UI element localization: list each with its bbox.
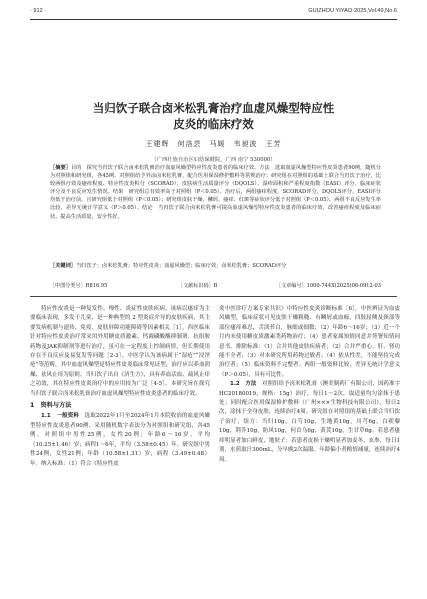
title-line-2: 皮炎的临床疗效 bbox=[173, 117, 254, 131]
affiliation: （广西壮族自治区妇幼保健院，广西 南宁 530000） bbox=[151, 157, 276, 163]
paragraph bbox=[219, 380, 400, 465]
section-heading: 1 资料与方法 bbox=[30, 402, 72, 410]
abstract bbox=[50, 164, 381, 221]
keywords bbox=[50, 263, 381, 270]
journal-citation: GUIZHOU YIYAO·2025,Vol.49,No.6 bbox=[308, 8, 397, 14]
clc-number: ［中图分类号］R816.95 bbox=[50, 283, 108, 289]
intro-paragraph: 特应性皮炎是一种复发性、慢性、炎症性皮肤疾病，该病以瘙痒为主要临床表现，多发于儿童，是一种典型的 2 型炎症介导的皮肤疾病，其主要发病机制与遗传、免疫、皮肤屏障功能障碍等因素相关［1］。西医临床针对特应性皮炎治疗常采用外用糖皮质激素、钙调磷酸酶抑制剂、抗组胺药物及JAK抑制剂等进行治疗，虽可在一定程度上控制病情，但长期使用存在不良反应及易复发等问题［2-3］。中医学认为该病属于“湿疮”“浸淫疮”等范畴，其中血虚风燥型是特应性皮炎临床常见证型，治疗应以养血润燥、祛风止痒为原则。当归饮子出自《济生方》，具有养血活血、疏风止痒之功效，其在特应性皮炎治疗中的应用较为广泛［4-5］。本研究旨在探究当归饮子联合卤米松乳膏治疗血虚风燥型特应性皮炎患者的临床疗效。 bbox=[30, 306, 210, 397]
body-column-left bbox=[30, 305, 210, 469]
paragraph: 炎中医诊疗方案专家共识》中特应性皮炎诊断标准［6］，中医辨证为血虚风燥型，临床症状可见皮肤干燥粗糙、有鳞屑或血痂，四肢屈侧及颈部等部位瘙痒难忍，舌淡苔白，脉细或细数；（2）年龄6～16岁；（3）近一个月内未使用糖皮质激素类药物治疗；（4）患者家属知情同意并签署知情同意书。排除标准：（1）合并其他皮肤疾病者；（2）合并严重心、肝、肾功能不全者；（3）对本研究所用药物过敏者；（4）依从性差，不能坚持完成治疗者；（5）临床资料不完整者。两组一般资料比较，差异无统计学意义（P＞0.05），具有可比性。 bbox=[219, 306, 400, 378]
header-rule bbox=[30, 19, 397, 20]
body-column-right bbox=[219, 305, 400, 465]
keywords-label: ［关键词］ bbox=[50, 263, 76, 269]
paragraph bbox=[30, 412, 210, 468]
subsection-heading: 1.2 方法 bbox=[230, 381, 257, 388]
paragraph-text: 选取2022年1月至2024年1月本院收治的血虚风燥型特应性皮炎患者90例，采用随机数字表法分为对照组和研究组，各45例。对照组中男性25例，女性20例；年龄6～16岁，平均（10.25±1.46）岁；病程1～6年，平均（3.58±0.45）年。研究组中男性24例，女性21例；年龄（10.58±1.31）岁，病程（3.49±0.48）年。纳入标准：（1）符合《特应性皮 bbox=[30, 413, 210, 467]
article-title bbox=[30, 100, 397, 132]
author-list: 王建辉 何洛芸 马媛 韦昶波 王芳 bbox=[145, 140, 282, 148]
abstract-label: ［摘要］ bbox=[50, 165, 71, 171]
page-number: · 912 · bbox=[30, 8, 47, 14]
document-code: ［文献标识码］B bbox=[178, 283, 218, 289]
title-line-1: 当归饮子联合卤米松乳膏治疗血虚风燥型特应性 bbox=[92, 101, 335, 115]
article-number: ［文章编号］1000-744X(2025)06-0912-03 bbox=[276, 283, 381, 289]
subsection-heading: 1.1 一般资料 bbox=[41, 413, 79, 420]
section-rule bbox=[30, 296, 397, 297]
abstract-text: 目的 探究当归饮子联合卤米松乳膏治疗血虚风燥型特应性皮炎患者的临床疗效。方法 选取血虚风燥型特应性皮炎患者90例，随机分为对照组和研究组，各45例。对照组给予外涂卤米松乳膏，配合医用保湿修护敷料等常规治疗；研究组在对照组的基础上联合当归饮子治疗，比较两组疗效及瘙痒程度、特应性皮炎积分（SCORAD）、皮肤病生活质量评分（DQOLS）、湿疹面积和严重程度指数（EASI）评分、临床症状评分及不良反应发生情况。结果 研究组总有效率高于对照组（P＜0.05）。治疗后，两组瘙痒程度、SCORAD评分、DQOLS评分、EASI评分均低于治疗前，且研究组低于对照组（P＜0.05）；研究组皮肤干燥、鳞屑、瘙痒、红斑等症状评分低于对照组（P＜0.05）。两组不良反应发生率比较，差异无统计学意义（P＞0.05）。结论 当归饮子联合卤米松乳膏可提高血虚风燥型特应性皮炎患者的临床疗效，改善瘙痒程度及临床症状，提高生活质量，安全性好。 bbox=[50, 165, 381, 220]
paragraph-text: 对照组给予卤米松乳膏（澳美制药厂有限公司，国药准字HC20180019，规格：15g）治疗，每日1～2次，取适量均匀涂抹于患处；同时配合医用保湿修护敷料（广州×××生物科技有限公司），每日2次，涂抹于全身皮肤，连续治疗4周。研究组在对照组的基础上联合当归饮子治疗，组方：当归10g，白芍10g，生地黄10g，川芎6g，白蒺藜10g，荆芥10g，防风10g，何首乌6g，黄芪10g，生甘草6g。若患者瘙痒明显者加白鲜皮、地肤子；若患者皮损干燥明显者加麦冬、玄参，每日1剂，水煎取汁300mL，分早晚2次温服。年龄偏小者酌情减量，连续治疗4周。 bbox=[219, 381, 400, 463]
keywords-text: 当归饮子；卤米松乳膏；特应性皮炎；血虚风燥型；临床疗效；卤米松乳膏；SCORAD评分 bbox=[75, 263, 287, 269]
article-meta bbox=[50, 282, 381, 290]
running-header bbox=[30, 8, 397, 18]
